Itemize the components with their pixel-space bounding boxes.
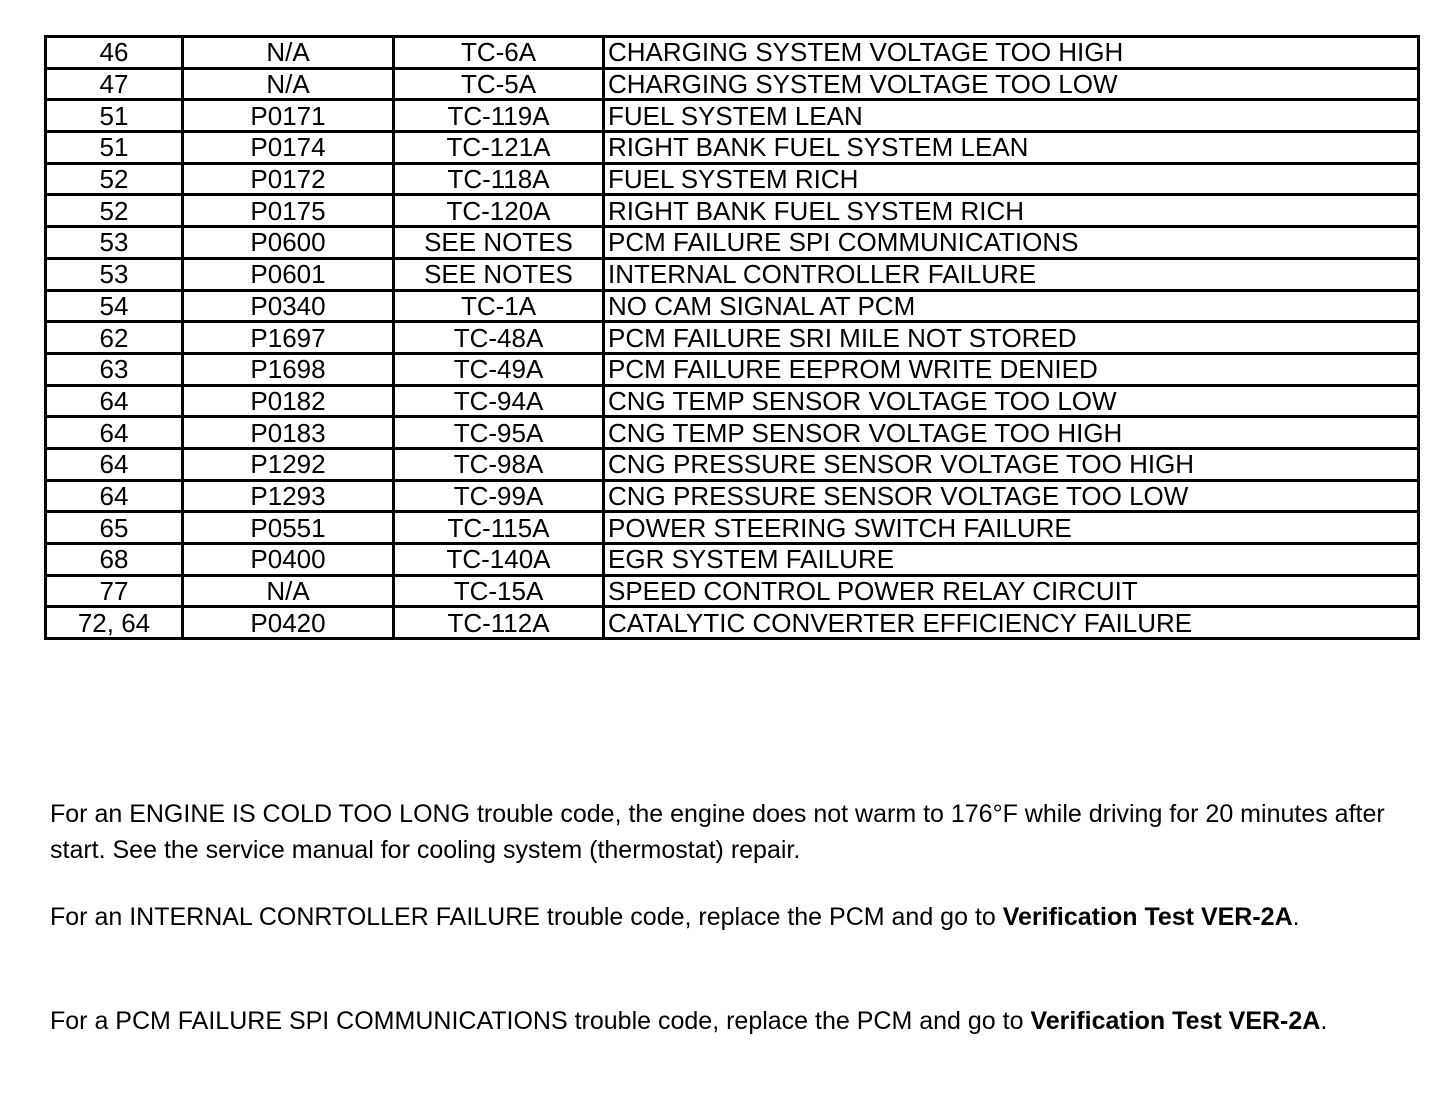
blink-code-cell: 63	[46, 353, 183, 385]
obd-code-cell: P0601	[183, 258, 394, 290]
test-reference-cell: TC-49A	[394, 353, 604, 385]
table-row	[46, 68, 1419, 100]
blink-code-cell: 64	[46, 480, 183, 512]
note-engine-cold	[50, 796, 1420, 868]
table-row	[46, 385, 1419, 417]
note-pcm-spi-text: For a PCM FAILURE SPI COMMUNICATIONS trouble code, replace the PCM and go to	[50, 1007, 1031, 1035]
obd-code-cell: P1293	[183, 480, 394, 512]
table-row	[46, 480, 1419, 512]
obd-code-cell: P0420	[183, 607, 394, 639]
test-reference-cell: SEE NOTES	[394, 227, 604, 259]
test-reference-cell: TC-5A	[394, 68, 604, 100]
table-row	[46, 132, 1419, 164]
note-internal-controller-end: .	[1292, 903, 1300, 931]
obd-code-cell: P0551	[183, 512, 394, 544]
test-reference-cell: TC-99A	[394, 480, 604, 512]
note-internal-controller	[50, 899, 1420, 935]
obd-code-cell: P0171	[183, 100, 394, 132]
blink-code-cell: 53	[46, 227, 183, 259]
table-row	[46, 544, 1419, 576]
note-internal-controller-reference: Verification Test VER-2A	[1002, 903, 1293, 931]
obd-code-cell: N/A	[183, 37, 394, 69]
description-cell: CATALYTIC CONVERTER EFFICIENCY FAILURE	[604, 607, 1419, 639]
description-cell: NO CAM SIGNAL AT PCM	[604, 290, 1419, 322]
blink-code-cell: 47	[46, 68, 183, 100]
trouble-code-table-body	[46, 37, 1419, 639]
test-reference-cell: TC-94A	[394, 385, 604, 417]
note-internal-controller-text: For an INTERNAL CONRTOLLER FAILURE trouble code, replace the PCM and go to	[50, 903, 1003, 931]
description-cell: CNG PRESSURE SENSOR VOLTAGE TOO LOW	[604, 480, 1419, 512]
table-row	[46, 227, 1419, 259]
obd-code-cell: P1698	[183, 353, 394, 385]
test-reference-cell: TC-121A	[394, 132, 604, 164]
obd-code-cell: P1697	[183, 322, 394, 354]
obd-code-cell: P1292	[183, 448, 394, 480]
test-reference-cell: TC-112A	[394, 607, 604, 639]
description-cell: FUEL SYSTEM LEAN	[604, 100, 1419, 132]
description-cell: FUEL SYSTEM RICH	[604, 163, 1419, 195]
description-cell: CNG TEMP SENSOR VOLTAGE TOO LOW	[604, 385, 1419, 417]
blink-code-cell: 65	[46, 512, 183, 544]
test-reference-cell: TC-48A	[394, 322, 604, 354]
obd-code-cell: N/A	[183, 68, 394, 100]
blink-code-cell: 53	[46, 258, 183, 290]
description-cell: CNG PRESSURE SENSOR VOLTAGE TOO HIGH	[604, 448, 1419, 480]
note-engine-cold-text: For an ENGINE IS COLD TOO LONG trouble code, the engine does not warm to 176°F while driving for 20 minutes after start. See the service manual for cooling system (thermostat) repair.	[50, 800, 1385, 864]
test-reference-cell: TC-120A	[394, 195, 604, 227]
obd-code-cell: P0183	[183, 417, 394, 449]
blink-code-cell: 52	[46, 163, 183, 195]
obd-code-cell: P0340	[183, 290, 394, 322]
table-row	[46, 163, 1419, 195]
blink-code-cell: 72, 64	[46, 607, 183, 639]
table-row	[46, 353, 1419, 385]
test-reference-cell: TC-118A	[394, 163, 604, 195]
table-row	[46, 195, 1419, 227]
description-cell: PCM FAILURE SPI COMMUNICATIONS	[604, 227, 1419, 259]
table-row	[46, 417, 1419, 449]
obd-code-cell: P0600	[183, 227, 394, 259]
obd-code-cell: P0400	[183, 544, 394, 576]
table-row	[46, 512, 1419, 544]
description-cell: PCM FAILURE SRI MILE NOT STORED	[604, 322, 1419, 354]
table-row	[46, 100, 1419, 132]
note-pcm-spi-end: .	[1320, 1007, 1328, 1035]
note-pcm-spi-reference: Verification Test VER-2A	[1030, 1007, 1321, 1035]
obd-code-cell: P0174	[183, 132, 394, 164]
table-row	[46, 37, 1419, 69]
blink-code-cell: 64	[46, 385, 183, 417]
blink-code-cell: 51	[46, 132, 183, 164]
blink-code-cell: 64	[46, 417, 183, 449]
test-reference-cell: TC-1A	[394, 290, 604, 322]
description-cell: CHARGING SYSTEM VOLTAGE TOO LOW	[604, 68, 1419, 100]
description-cell: RIGHT BANK FUEL SYSTEM RICH	[604, 195, 1419, 227]
table-row	[46, 575, 1419, 607]
description-cell: POWER STEERING SWITCH FAILURE	[604, 512, 1419, 544]
blink-code-cell: 54	[46, 290, 183, 322]
description-cell: PCM FAILURE EEPROM WRITE DENIED	[604, 353, 1419, 385]
table-row	[46, 322, 1419, 354]
description-cell: SPEED CONTROL POWER RELAY CIRCUIT	[604, 575, 1419, 607]
test-reference-cell: TC-115A	[394, 512, 604, 544]
description-cell: INTERNAL CONTROLLER FAILURE	[604, 258, 1419, 290]
test-reference-cell: TC-140A	[394, 544, 604, 576]
table-row	[46, 448, 1419, 480]
trouble-code-table	[44, 35, 1420, 640]
obd-code-cell: P0182	[183, 385, 394, 417]
table-row	[46, 607, 1419, 639]
blink-code-cell: 51	[46, 100, 183, 132]
obd-code-cell: N/A	[183, 575, 394, 607]
note-pcm-spi	[50, 1003, 1420, 1039]
obd-code-cell: P0172	[183, 163, 394, 195]
test-reference-cell: TC-95A	[394, 417, 604, 449]
test-reference-cell: SEE NOTES	[394, 258, 604, 290]
table-row	[46, 290, 1419, 322]
table-row	[46, 258, 1419, 290]
obd-code-cell: P0175	[183, 195, 394, 227]
test-reference-cell: TC-98A	[394, 448, 604, 480]
description-cell: CNG TEMP SENSOR VOLTAGE TOO HIGH	[604, 417, 1419, 449]
blink-code-cell: 64	[46, 448, 183, 480]
test-reference-cell: TC-6A	[394, 37, 604, 69]
blink-code-cell: 52	[46, 195, 183, 227]
description-cell: EGR SYSTEM FAILURE	[604, 544, 1419, 576]
blink-code-cell: 77	[46, 575, 183, 607]
blink-code-cell: 62	[46, 322, 183, 354]
description-cell: CHARGING SYSTEM VOLTAGE TOO HIGH	[604, 37, 1419, 69]
description-cell: RIGHT BANK FUEL SYSTEM LEAN	[604, 132, 1419, 164]
blink-code-cell: 46	[46, 37, 183, 69]
test-reference-cell: TC-119A	[394, 100, 604, 132]
test-reference-cell: TC-15A	[394, 575, 604, 607]
blink-code-cell: 68	[46, 544, 183, 576]
